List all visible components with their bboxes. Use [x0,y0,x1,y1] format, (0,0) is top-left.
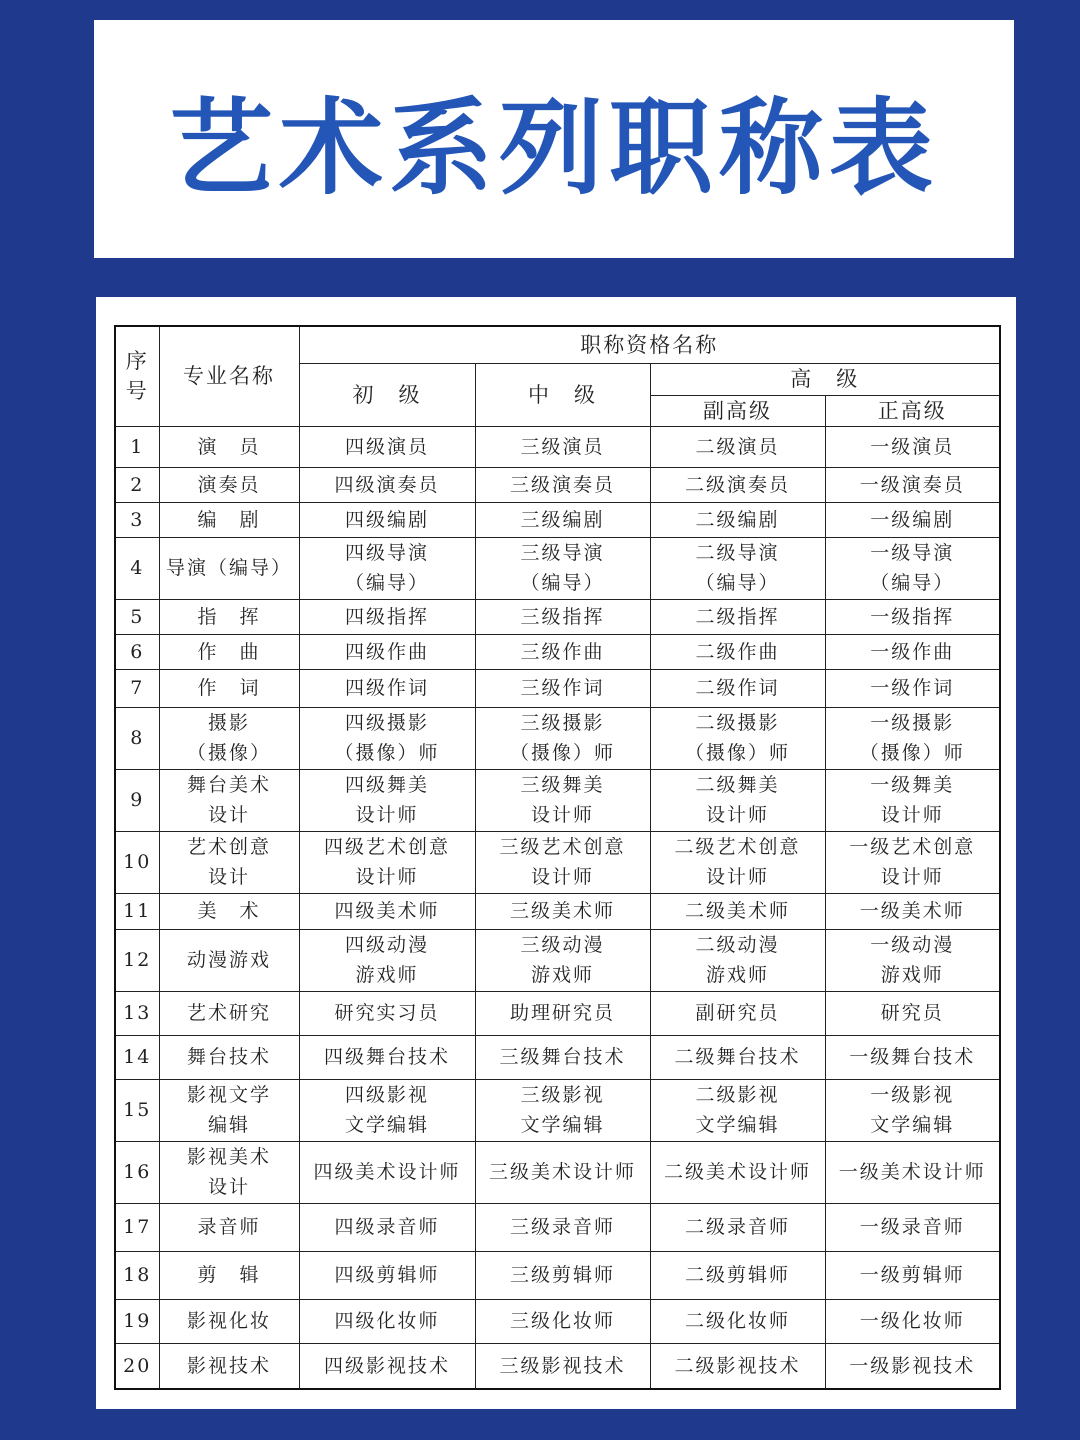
row-junior-title: 四级作曲 [299,634,475,669]
row-number: 5 [115,599,159,634]
table-row [115,1299,1000,1343]
table-row [115,707,1000,769]
row-junior-title: 四级舞台技术 [299,1035,475,1079]
row-deputy-senior-title: 二级剪辑师 [650,1251,825,1299]
row-deputy-senior-title: 二级美术师 [650,893,825,929]
row-deputy-senior-title: 二级化妆师 [650,1299,825,1343]
row-full-senior-title: 一级指挥 [825,599,1000,634]
row-middle-title: 三级动漫 游戏师 [475,929,650,991]
title-table [114,325,1001,1390]
header-middle: 中 级 [475,363,650,426]
row-number: 6 [115,634,159,669]
row-full-senior-title: 一级录音师 [825,1203,1000,1251]
row-major: 作 曲 [159,634,299,669]
row-full-senior-title: 一级影视 文学编辑 [825,1079,1000,1141]
header-full-senior: 正高级 [825,395,1000,426]
table-row [115,769,1000,831]
row-number: 2 [115,467,159,502]
row-major: 艺术创意 设计 [159,831,299,893]
row-number: 8 [115,707,159,769]
title-card [94,20,1014,258]
row-junior-title: 四级动漫 游戏师 [299,929,475,991]
row-full-senior-title: 一级作曲 [825,634,1000,669]
row-deputy-senior-title: 二级影视技术 [650,1343,825,1389]
row-middle-title: 三级导演 （编导） [475,537,650,599]
header-group: 职称资格名称 [299,326,1000,363]
row-junior-title: 四级艺术创意 设计师 [299,831,475,893]
table-row [115,1079,1000,1141]
table-row [115,831,1000,893]
row-number: 16 [115,1141,159,1203]
row-full-senior-title: 一级作词 [825,669,1000,707]
row-junior-title: 四级化妆师 [299,1299,475,1343]
row-deputy-senior-title: 二级作曲 [650,634,825,669]
row-full-senior-title: 一级剪辑师 [825,1251,1000,1299]
row-number: 17 [115,1203,159,1251]
row-major: 影视化妆 [159,1299,299,1343]
row-major: 演奏员 [159,467,299,502]
row-junior-title: 研究实习员 [299,991,475,1035]
row-full-senior-title: 一级美术师 [825,893,1000,929]
row-junior-title: 四级影视技术 [299,1343,475,1389]
row-junior-title: 四级美术设计师 [299,1141,475,1203]
row-middle-title: 三级编剧 [475,502,650,537]
row-middle-title: 三级舞台技术 [475,1035,650,1079]
row-middle-title: 三级美术师 [475,893,650,929]
table-row [115,1343,1000,1389]
row-full-senior-title: 一级艺术创意 设计师 [825,831,1000,893]
row-number: 9 [115,769,159,831]
row-junior-title: 四级导演 （编导） [299,537,475,599]
row-middle-title: 助理研究员 [475,991,650,1035]
row-number: 4 [115,537,159,599]
row-deputy-senior-title: 二级美术设计师 [650,1141,825,1203]
row-deputy-senior-title: 二级录音师 [650,1203,825,1251]
row-major: 编 剧 [159,502,299,537]
row-deputy-senior-title: 二级摄影 （摄像）师 [650,707,825,769]
row-middle-title: 三级美术设计师 [475,1141,650,1203]
table-row [115,1141,1000,1203]
table-row [115,1035,1000,1079]
row-full-senior-title: 一级影视技术 [825,1343,1000,1389]
row-major: 影视文学 编辑 [159,1079,299,1141]
row-junior-title: 四级演员 [299,426,475,467]
row-middle-title: 三级舞美 设计师 [475,769,650,831]
row-major: 舞台美术 设计 [159,769,299,831]
row-full-senior-title: 一级编剧 [825,502,1000,537]
row-full-senior-title: 一级演员 [825,426,1000,467]
row-number: 7 [115,669,159,707]
table-row [115,1203,1000,1251]
row-middle-title: 三级演奏员 [475,467,650,502]
row-number: 20 [115,1343,159,1389]
table-body [115,426,1000,1389]
table-row [115,634,1000,669]
header-deputy-senior: 副高级 [650,395,825,426]
row-junior-title: 四级编剧 [299,502,475,537]
row-middle-title: 三级作词 [475,669,650,707]
row-major: 影视技术 [159,1343,299,1389]
row-middle-title: 三级影视 文学编辑 [475,1079,650,1141]
row-number: 11 [115,893,159,929]
row-middle-title: 三级指挥 [475,599,650,634]
table-row [115,467,1000,502]
table-row [115,599,1000,634]
header-senior: 高 级 [650,363,1000,395]
row-full-senior-title: 一级演奏员 [825,467,1000,502]
row-deputy-senior-title: 二级艺术创意 设计师 [650,831,825,893]
row-number: 1 [115,426,159,467]
row-deputy-senior-title: 副研究员 [650,991,825,1035]
row-junior-title: 四级影视 文学编辑 [299,1079,475,1141]
row-full-senior-title: 研究员 [825,991,1000,1035]
row-full-senior-title: 一级导演 （编导） [825,537,1000,599]
header-junior: 初 级 [299,363,475,426]
row-deputy-senior-title: 二级演员 [650,426,825,467]
row-junior-title: 四级演奏员 [299,467,475,502]
row-number: 15 [115,1079,159,1141]
row-junior-title: 四级剪辑师 [299,1251,475,1299]
row-junior-title: 四级美术师 [299,893,475,929]
table-row [115,537,1000,599]
row-middle-title: 三级影视技术 [475,1343,650,1389]
row-deputy-senior-title: 二级导演 （编导） [650,537,825,599]
row-junior-title: 四级作词 [299,669,475,707]
row-deputy-senior-title: 二级舞台技术 [650,1035,825,1079]
table-row [115,991,1000,1035]
row-number: 13 [115,991,159,1035]
table-row [115,929,1000,991]
row-full-senior-title: 一级舞美 设计师 [825,769,1000,831]
row-middle-title: 三级艺术创意 设计师 [475,831,650,893]
row-deputy-senior-title: 二级影视 文学编辑 [650,1079,825,1141]
row-deputy-senior-title: 二级指挥 [650,599,825,634]
row-major: 指 挥 [159,599,299,634]
row-number: 10 [115,831,159,893]
row-deputy-senior-title: 二级作词 [650,669,825,707]
row-deputy-senior-title: 二级舞美 设计师 [650,769,825,831]
row-middle-title: 三级剪辑师 [475,1251,650,1299]
row-middle-title: 三级作曲 [475,634,650,669]
row-junior-title: 四级录音师 [299,1203,475,1251]
row-major: 动漫游戏 [159,929,299,991]
row-full-senior-title: 一级摄影 （摄像）师 [825,707,1000,769]
row-deputy-senior-title: 二级动漫 游戏师 [650,929,825,991]
row-number: 12 [115,929,159,991]
page-title: 艺术系列职称表 [168,87,939,209]
row-junior-title: 四级指挥 [299,599,475,634]
table-row [115,893,1000,929]
row-major: 摄影 （摄像） [159,707,299,769]
table-row [115,669,1000,707]
row-major: 美 术 [159,893,299,929]
row-middle-title: 三级录音师 [475,1203,650,1251]
row-full-senior-title: 一级美术设计师 [825,1141,1000,1203]
row-full-senior-title: 一级舞台技术 [825,1035,1000,1079]
row-number: 14 [115,1035,159,1079]
header-seq: 序 号 [115,326,159,426]
table-card [96,297,1016,1409]
row-number: 18 [115,1251,159,1299]
row-major: 艺术研究 [159,991,299,1035]
row-full-senior-title: 一级化妆师 [825,1299,1000,1343]
row-number: 19 [115,1299,159,1343]
row-major: 录音师 [159,1203,299,1251]
row-major: 影视美术 设计 [159,1141,299,1203]
row-middle-title: 三级摄影 （摄像）师 [475,707,650,769]
table-row [115,1251,1000,1299]
row-major: 剪 辑 [159,1251,299,1299]
header-major: 专业名称 [159,326,299,426]
row-major: 舞台技术 [159,1035,299,1079]
row-number: 3 [115,502,159,537]
row-major: 作 词 [159,669,299,707]
table-row [115,502,1000,537]
row-middle-title: 三级演员 [475,426,650,467]
row-deputy-senior-title: 二级编剧 [650,502,825,537]
row-major: 导演（编导） [159,537,299,599]
row-major: 演 员 [159,426,299,467]
row-middle-title: 三级化妆师 [475,1299,650,1343]
row-junior-title: 四级摄影 （摄像）师 [299,707,475,769]
row-full-senior-title: 一级动漫 游戏师 [825,929,1000,991]
table-row [115,426,1000,467]
row-junior-title: 四级舞美 设计师 [299,769,475,831]
row-deputy-senior-title: 二级演奏员 [650,467,825,502]
